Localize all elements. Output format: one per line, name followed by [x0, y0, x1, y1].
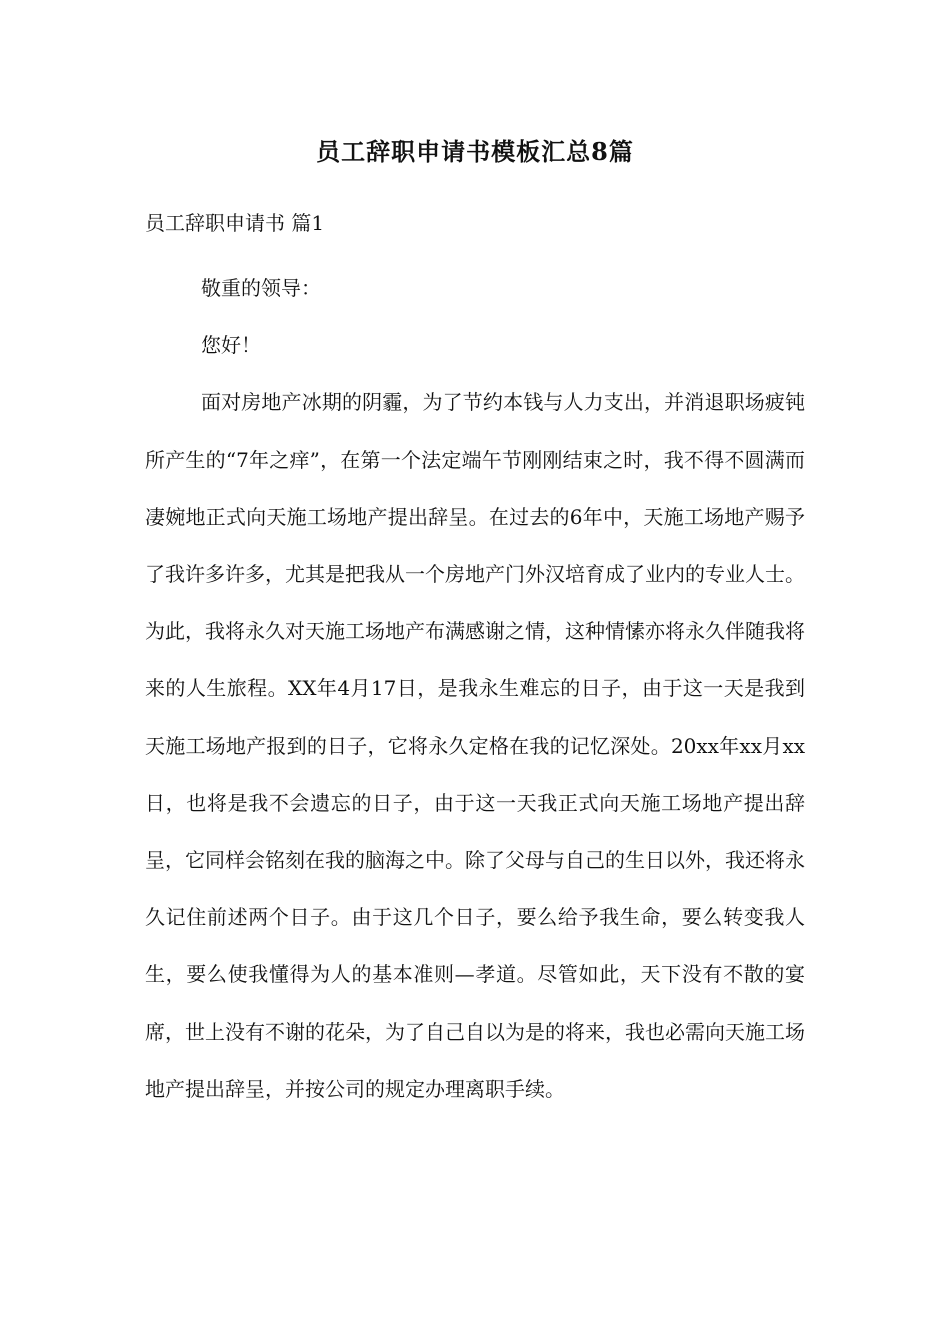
greeting-line: 敬重的领导：	[201, 276, 321, 300]
document-title: 员工辞职申请书模板汇总8篇	[316, 137, 634, 166]
body-paragraph: 面对房地产冰期的阴霾，为了节约本钱与人力支出，并消退职场疲钝所产生的“7年之痒”，在第一个法定端午节刚刚结束之时，我不得不圆满而凄婉地正式向天施工场地产提出辞呈。在过去的6年中，天施工场地产赐予了我许多许多，尤其是把我从一个房地产门外汉培育成了业内的专业人士。为此，我将永久对天施工场地产布满感谢之情，这种情愫亦将永久伴随我将来的人生旅程。XX年4月17日，是我永生难忘的日子，由于这一天是我到天施工场地产报到的日子，它将永久定格在我的记忆深处。20xx年xx月xx日，也将是我不会遗忘的日子，由于这一天我正式向天施工场地产提出辞呈，它同样会铭刻在我的脑海之中。除了父母与自己的生日以外，我还将永久记住前述两个日子。由于这几个日子，要么给予我生命，要么转变我人生，要么使我懂得为人的基本准则—孝道。尽管如此，天下没有不散的宴席，世上没有不谢的花朵，为了自己自以为是的将来，我也必需向天施工场地产提出辞呈，并按公司的规定办理离职手续。	[145, 390, 805, 1101]
section-heading: 员工辞职申请书 篇1	[145, 211, 325, 235]
salutation-line: 您好！	[201, 333, 261, 358]
letter-body	[145, 260, 805, 1118]
